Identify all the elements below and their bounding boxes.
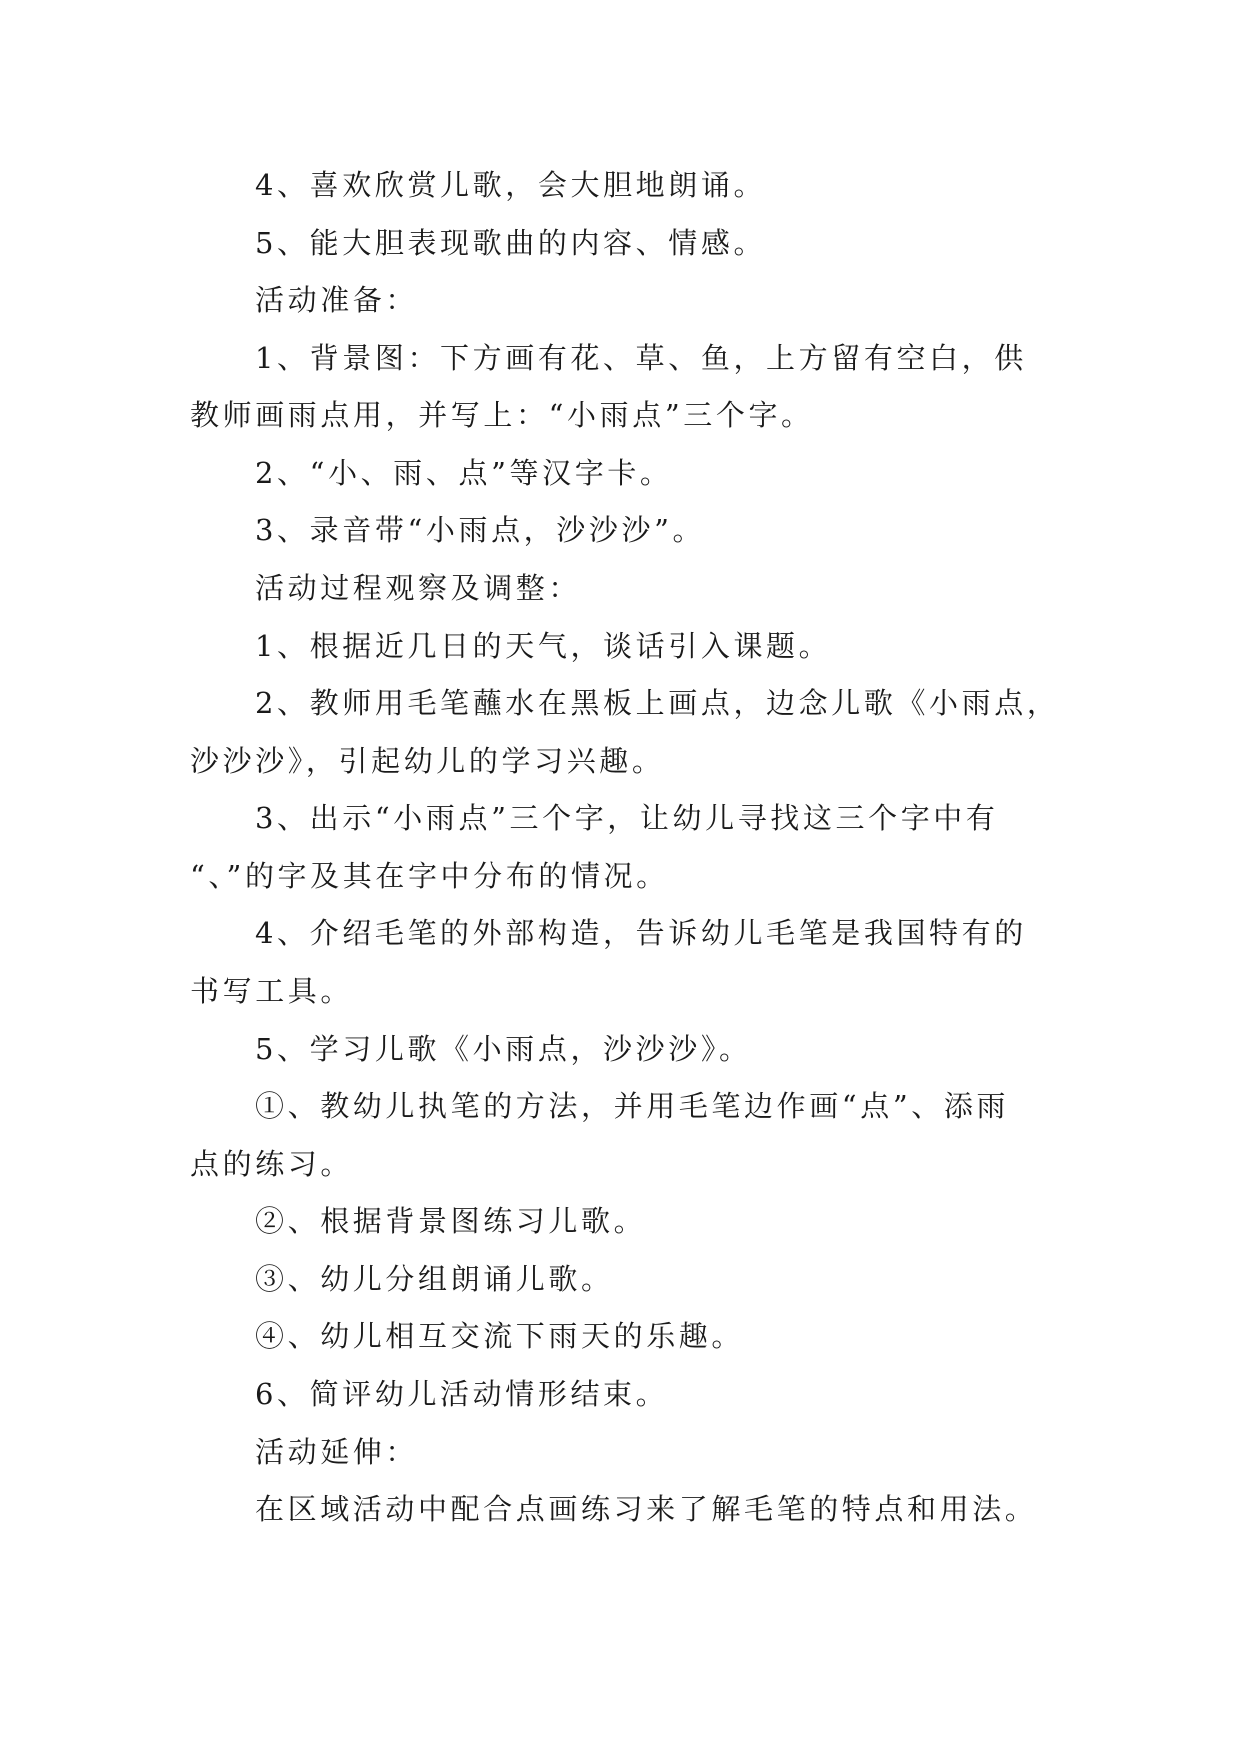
text-line-process-3: 3、出示“小雨点”三个字，让幼儿寻找这三个字中有 [255,801,999,835]
text-line-process-4: 4、介绍毛笔的外部构造，告诉幼儿毛笔是我国特有的 [255,916,1027,950]
text-line-process-2-cont: 沙沙沙》，引起幼儿的学习兴趣。 [190,744,665,778]
text-line-objective-4: 4、喜欢欣赏儿歌，会大胆地朗诵。 [255,168,767,202]
text-line-process-1: 1、根据近几日的天气，谈话引入课题。 [255,629,832,663]
text-line-process-5-step-3: ③、幼儿分组朗诵儿歌。 [255,1262,614,1296]
text-line-process-5-step-1: ①、教幼儿执笔的方法，并用毛笔边作画“点”、添雨 [255,1089,1010,1123]
text-line-process-2: 2、教师用毛笔蘸水在黑板上画点，边念儿歌《小雨点， [255,686,1060,720]
text-line-process-3-cont: “、”的字及其在字中分布的情况。 [190,859,669,893]
section-heading-extension: 活动延伸： [255,1435,419,1469]
text-line-objective-5: 5、能大胆表现歌曲的内容、情感。 [255,226,767,260]
text-line-process-4-cont: 书写工具。 [190,974,354,1008]
section-heading-process: 活动过程观察及调整： [255,571,582,605]
text-line-process-6: 6、简评幼儿活动情形结束。 [255,1377,669,1411]
text-line-process-5-step-4: ④、幼儿相互交流下雨天的乐趣。 [255,1319,745,1353]
text-line-preparation-1: 1、背景图：下方画有花、草、鱼，上方留有空白，供 [255,341,1027,375]
text-line-extension: 在区域活动中配合点画练习来了解毛笔的特点和用法。 [255,1492,1038,1526]
section-heading-preparation: 活动准备： [255,283,419,317]
text-line-preparation-3: 3、录音带“小雨点，沙沙沙”。 [255,513,706,547]
text-line-preparation-2: 2、“小、雨、点”等汉字卡。 [255,456,673,490]
text-line-process-5-step-2: ②、根据背景图练习儿歌。 [255,1204,647,1238]
text-line-preparation-1-cont: 教师画雨点用，并写上：“小雨点”三个字。 [190,398,814,432]
text-line-process-5: 5、学习儿歌《小雨点，沙沙沙》。 [255,1032,752,1066]
text-line-process-5-step-1-cont: 点的练习。 [190,1147,354,1181]
